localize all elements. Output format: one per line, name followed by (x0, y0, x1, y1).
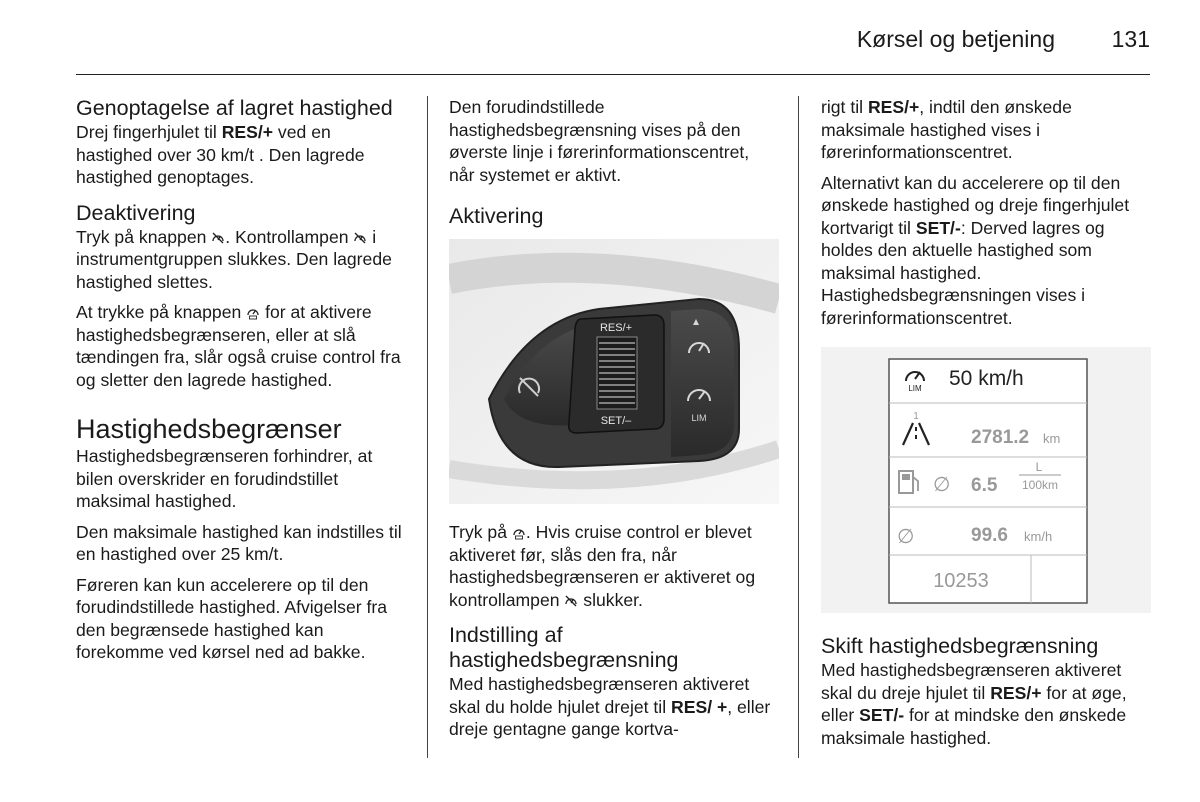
heading-deactivation: Deaktivering (76, 200, 196, 225)
steering-wheel-controls-figure (449, 239, 779, 504)
average-symbol: ∅ (933, 472, 951, 496)
speed-limiter-icon (512, 526, 526, 540)
page-number: 131 (1111, 26, 1150, 52)
paragraph-intro: Den forudindstillede hastighedsbegrænsning vises på den øverste linje i førerinformationscentret, når systemet er aktivt. (449, 97, 750, 185)
trip-number: 1 (913, 411, 919, 422)
paragraph-alternative: Alternativt kan du accelerere op til den ønskede hastighed og dreje fingerhjulet kortvarigt til SET/-: Derved lagres og holdes den aktuelle hastighed som maksimal hastighed. Hastighedsbegrænsningen vises i førerinformationscentret. (821, 172, 1130, 328)
set-label: SET/– (600, 415, 632, 427)
heading-setting: Indstilling af hastighedsbegrænsning (449, 623, 679, 672)
lim-label: LIM (691, 413, 707, 423)
display-speed: 50 km/h (949, 367, 1024, 390)
average-speed-value: 99.6 (971, 525, 1008, 546)
fuel-unit-top: L (1035, 460, 1043, 474)
display-lim-label: LIM (908, 384, 922, 393)
paragraph-setting: Med hastighedsbegrænseren aktiveret skal du holde hjulet drejet til RES/ +, eller dreje gentagne gange kortva- (449, 674, 771, 739)
column-divider (427, 96, 428, 758)
total-odometer: 10253 (933, 570, 989, 592)
column-1 (76, 96, 408, 672)
paragraph-activate-limiter: At trykke på knappen for at aktivere hastighedsbegrænseren, eller at slå tændingen fra, slår også cruise control fra og sletter den lagrede hastighed. (76, 302, 401, 390)
column-3 (821, 96, 1151, 757)
speed-limiter-icon (246, 306, 260, 320)
cruise-off-icon (564, 594, 578, 608)
section-title: Kørsel og betjening (856, 26, 1055, 52)
average-symbol: ∅ (897, 524, 915, 548)
cruise-off-icon (211, 231, 225, 245)
paragraph-resume: Drej fingerhjulet til RES/+ ved en hastighed over 30 km/t . Den lagrede hastighed genoptages. (76, 122, 365, 187)
average-speed-unit: km/h (1024, 529, 1053, 544)
fuel-unit-bottom: 100km (1021, 478, 1059, 492)
paragraph-continue: rigt til RES/+, indtil den ønskede maksimale hastighed vises i førerinformationscentret. (821, 97, 1072, 162)
paragraph-deactivation: Tryk på knappen . Kontrollampen i instrumentgruppen slukkes. Den lagrede hastighed slettes. (76, 226, 392, 292)
heading-change-limit: Skift hastighedsbegrænsning (821, 634, 1099, 658)
paragraph-change-limit: Med hastighedsbegrænseren aktiveret skal du dreje hjulet til RES/+ for at øge, eller SET/- for at mindske den ønskede maksimale hastighed. (821, 660, 1127, 748)
cruise-off-icon (353, 231, 367, 245)
fuel-consumption-value: 6.5 (971, 475, 998, 496)
page-header (76, 26, 1150, 56)
driver-info-display-figure (821, 347, 1151, 613)
heading-resume: Genoptagelse af lagret hastighed (76, 96, 393, 120)
header-rule (76, 74, 1150, 75)
paragraph-limiter-1: Hastighedsbegrænseren forhindrer, at bilen overskrider en forudindstillet maksimal hastighed. (76, 446, 373, 511)
odometer-unit: km (1043, 431, 1061, 446)
column-divider (798, 96, 799, 758)
paragraph-activation: Tryk på . Hvis cruise control er blevet aktiveret før, slås den fra, når hastighedsbegrænseren er aktiveret og kontrollampen slukker. (449, 522, 756, 610)
thumbwheel[interactable] (597, 337, 637, 409)
column-2 (449, 96, 779, 749)
heading-activation: Aktivering (449, 204, 544, 228)
paragraph-limiter-3: Føreren kan kun accelerere op til den forudindstillede hastighed. Afvigelser fra den begrænsede hastighed kan forekomme ved kørsel ned ad bakke. (76, 574, 388, 662)
res-label: RES/+ (599, 322, 633, 334)
paragraph-limiter-2: Den maksimale hastighed kan indstilles til en hastighed over 25 km/t. (76, 521, 402, 564)
heading-speed-limiter: Hastighedsbegrænser (76, 414, 342, 444)
odometer-value: 2781.2 (971, 427, 1030, 448)
